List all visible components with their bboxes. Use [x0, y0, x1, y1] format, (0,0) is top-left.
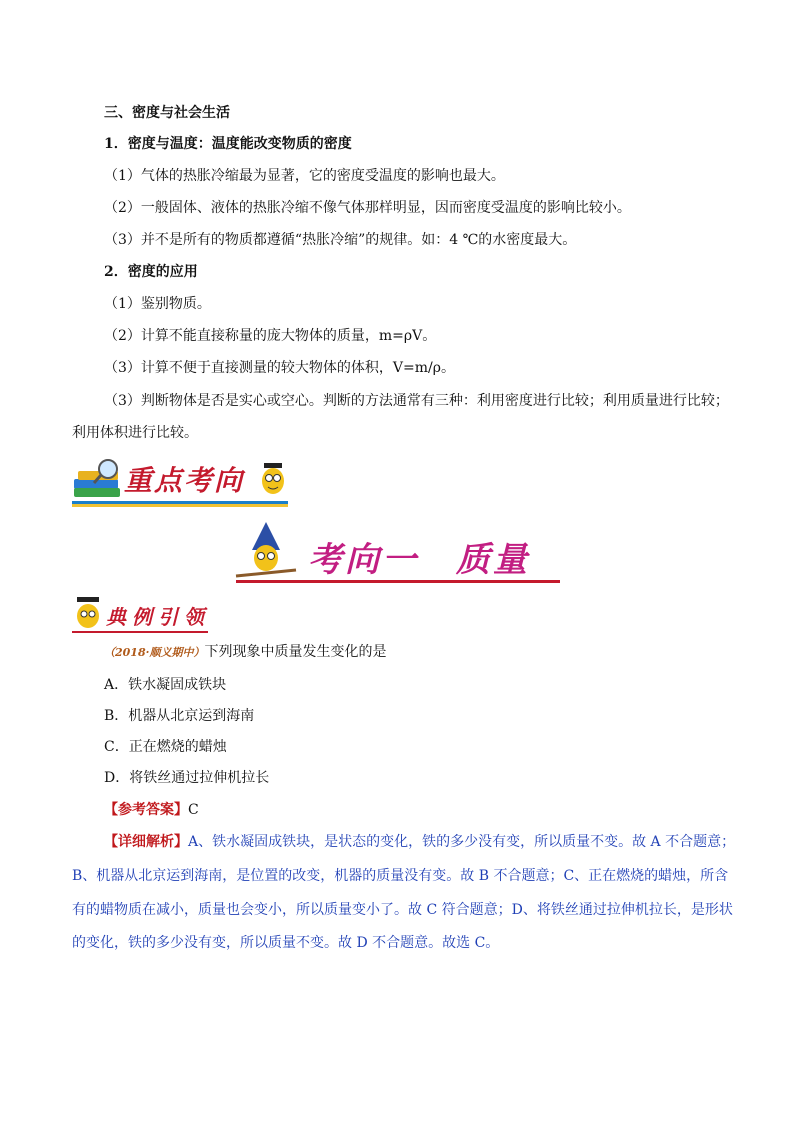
- paragraph-2-4-cont: 利用体积进行比较。: [72, 425, 198, 441]
- paragraph-1-1: （1）气体的热胀冷缩最为显著，它的密度受温度的影响也最大。: [104, 168, 505, 184]
- analysis-label: 【详细解析】: [104, 834, 188, 850]
- wizard-mascot-icon: [234, 520, 300, 582]
- question-source: （2018·顺义期中）: [104, 646, 205, 659]
- paragraph-2-1: （1）鉴别物质。: [104, 296, 211, 312]
- mascot-graduate-icon: [72, 595, 104, 633]
- topic-title: 考向一 质量: [308, 540, 530, 580]
- example-title: 典例引领: [106, 605, 210, 629]
- analysis-line-2: B、机器从北京运到海南，是位置的改变，机器的质量没有变。故 B 不合题意；C、正在燃烧的蜡烛，所含: [72, 868, 729, 884]
- paragraph-2-4: （3）判断物体是否是实心或空心。判断的方法通常有三种：利用密度进行比较；利用质量进行比较；: [104, 393, 729, 409]
- question-stem: 下列现象中质量发生变化的是: [204, 644, 387, 660]
- answer-line: [104, 800, 199, 820]
- analysis-line-1: [104, 832, 735, 852]
- paragraph-1-2: （2）一般固体、液体的热胀冷缩不像气体那样明显，因而密度受温度的影响比较小。: [104, 200, 631, 216]
- key-points-banner: [72, 455, 294, 507]
- paragraph-1-3: （3）并不是所有的物质都遵循“热胀冷缩”的规律。如：4 ℃的水密度最大。: [104, 232, 577, 248]
- option-c: C．正在燃烧的蜡烛: [104, 739, 227, 755]
- topic-banner: [234, 520, 564, 586]
- question-stem-line: [104, 642, 386, 663]
- books-magnifier-icon: [72, 457, 132, 505]
- subsection-title-2: 2．密度的应用: [104, 264, 198, 280]
- option-a: A．铁水凝固成铁块: [104, 677, 227, 693]
- option-d: D．将铁丝通过拉伸机拉长: [104, 770, 270, 786]
- answer-value: C: [188, 802, 199, 818]
- mascot-icon: [258, 459, 288, 503]
- section-title: 三、密度与社会生活: [104, 105, 230, 121]
- option-b: B．机器从北京运到海南: [104, 708, 255, 724]
- example-banner: [72, 595, 212, 637]
- subsection-title-1: 1．密度与温度：温度能改变物质的密度: [104, 136, 352, 152]
- analysis-text-1: A、铁水凝固成铁块，是状态的变化，铁的多少没有变，所以质量不变。故 A 不合题意；: [188, 834, 736, 850]
- analysis-line-3: 有的蜡物质在减小，质量也会变小，所以质量变小了。故 C 符合题意；D、将铁丝通过拉伸机拉长，是形状: [72, 902, 733, 918]
- paragraph-2-2: （2）计算不能直接称量的庞大物体的质量，m=ρV。: [104, 328, 437, 344]
- paragraph-2-3: （3）计算不便于直接测量的较大物体的体积，V=m/ρ。: [104, 360, 455, 376]
- answer-label: 【参考答案】: [104, 802, 188, 818]
- analysis-line-4: 的变化，铁的多少没有变，所以质量不变。故 D 不合题意。故选 C。: [72, 935, 500, 951]
- key-points-title: 重点考向: [124, 464, 245, 497]
